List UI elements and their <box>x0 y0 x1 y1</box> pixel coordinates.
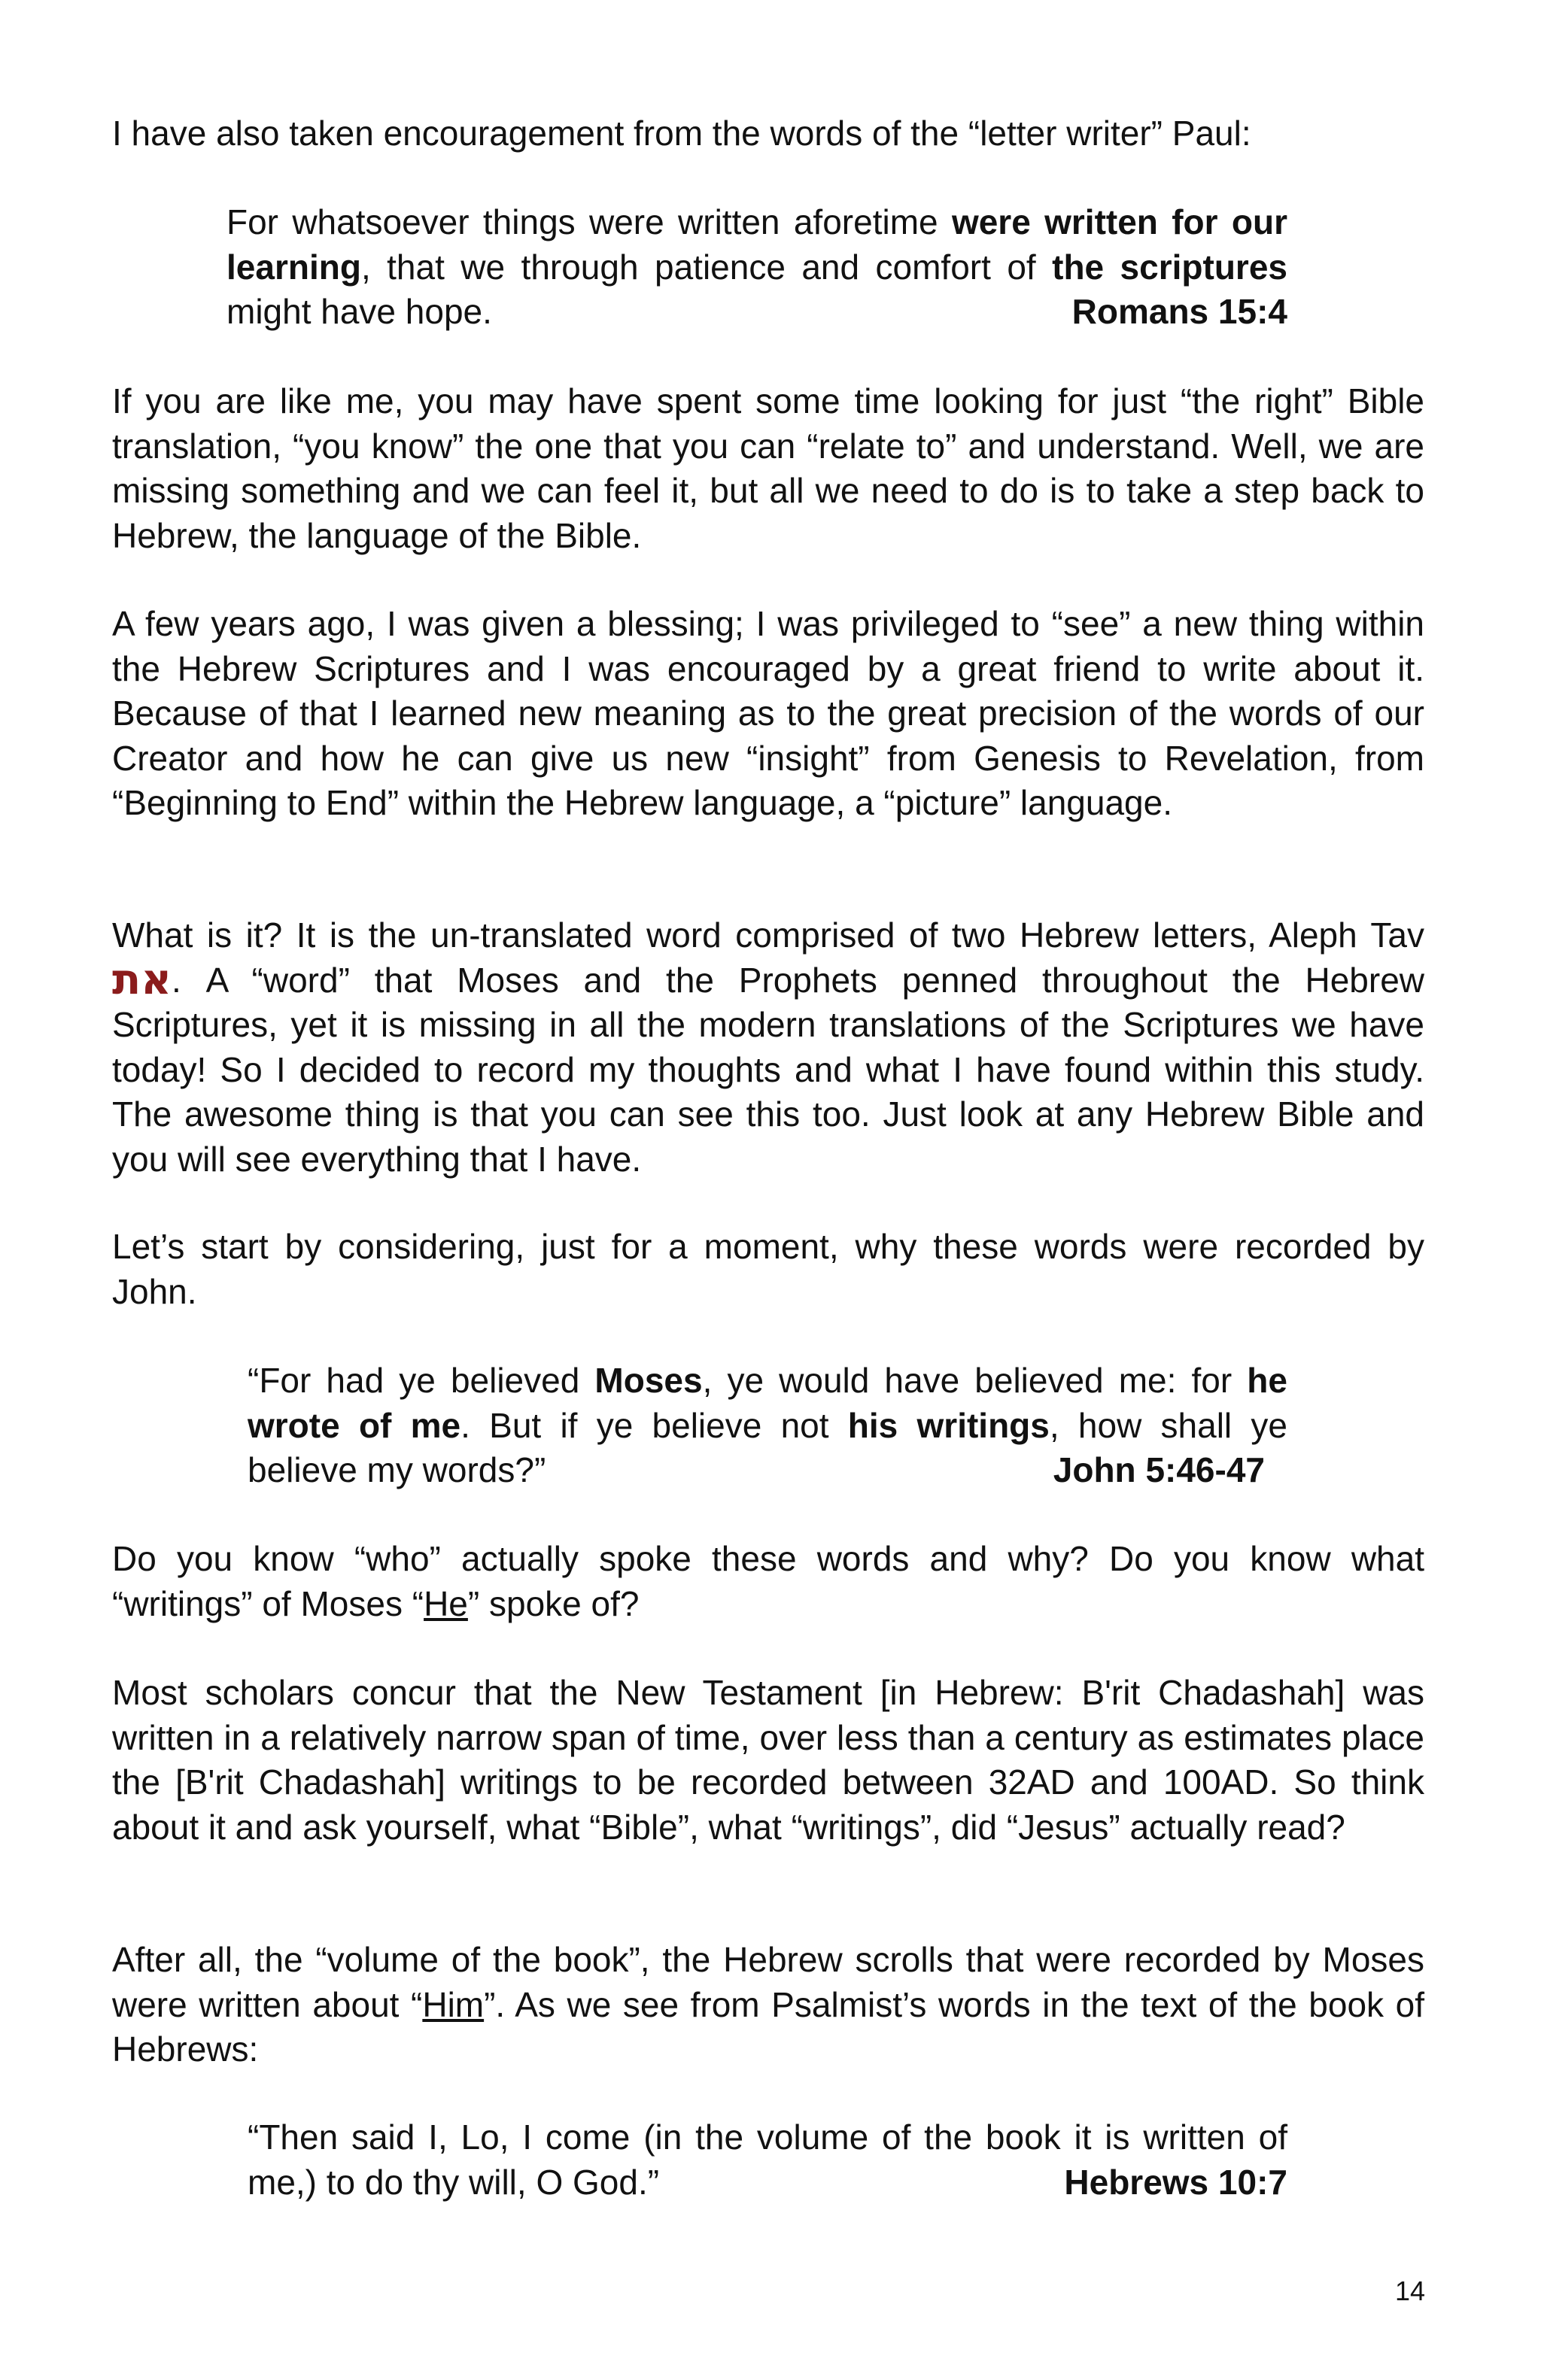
paragraph-blessing: A few years ago, I was given a blessing; I was privileged to “see” a new thing within the Hebrew Scriptures and I was encouraged by a great friend to write about it. Because of that I learned new meaning as to the great precision of the words of our Creator and how he can give us new “insight” from Genesis to Revelation, from “Beginning to End” within the Hebrew language, a “picture” language. <box>112 604 1424 822</box>
quote-reference: John 5:46-47 <box>1053 1450 1265 1489</box>
paragraph-scholars: Most scholars concur that the New Testament [in Hebrew: B'rit Chadashah] was written in a relatively narrow span of time, over less than a century as estimates place the [B'rit Chadashah] writings to be recorded between 32AD and 100AD. So think about it and ask yourself, what “Bible”, what “writings”, did “Jesus” actually read? <box>112 1673 1424 1847</box>
quote-romans: For whatsoever things were written aforetime were written for our learning, that we through patience and comfort of the scriptures might have hope. Romans 15:4 <box>226 200 1287 335</box>
paragraph-volume-of-book: After all, the “volume of the book”, the Hebrew scrolls that were recorded by Moses were written about “Him”. As we see from Psalmist’s words in the text of the book of Hebrews: <box>112 1940 1424 2069</box>
paragraph-aleph-tav: What is it? It is the un-translated word comprised of two Hebrew letters, Aleph Tav את. A “word” that Moses and the Prophets penned throughout the Hebrew Scriptures, yet it is missing in all the modern translations of the Scriptures we have today! So I decided to record my thoughts and what I have found within this study. The awesome thing is that you can see this too. Just look at any Hebrew Bible and you will see everything that I have. <box>112 915 1424 1179</box>
quote-reference: Romans 15:4 <box>1071 292 1287 331</box>
paragraph-translation: If you are like me, you may have spent some time looking for just “the right” Bible translation, “you know” the one that you can “relate to” and understand. Well, we are missing something and we can feel it, but all we need to do is to take a step back to Hebrew, the language of the Bible. <box>112 381 1424 555</box>
quote-john: “For had ye believed Moses, ye would have believed me: for he wrote of me. But if ye believe not his writings, how shall ye believe my words?” John 5:46-47 <box>248 1358 1287 1493</box>
paragraph-john: Let’s start by considering, just for a moment, why these words were recorded by John. <box>112 1227 1424 1311</box>
aleph-tav-hebrew-word: את <box>112 955 172 1004</box>
quote-reference: Hebrews 10:7 <box>1064 2162 1287 2202</box>
paragraph-who-spoke: Do you know “who” actually spoke these words and why? Do you know what “writings” of Moses “He” spoke of? <box>112 1539 1424 1623</box>
paragraph-intro: I have also taken encouragement from the words of the “letter writer” Paul: <box>112 114 1251 153</box>
page-number: 14 <box>1394 2275 1425 2306</box>
quote-hebrews: “Then said I, Lo, I come (in the volume of the book it is written of me,) to do thy will, O God.” Hebrews 10:7 <box>248 2115 1287 2205</box>
